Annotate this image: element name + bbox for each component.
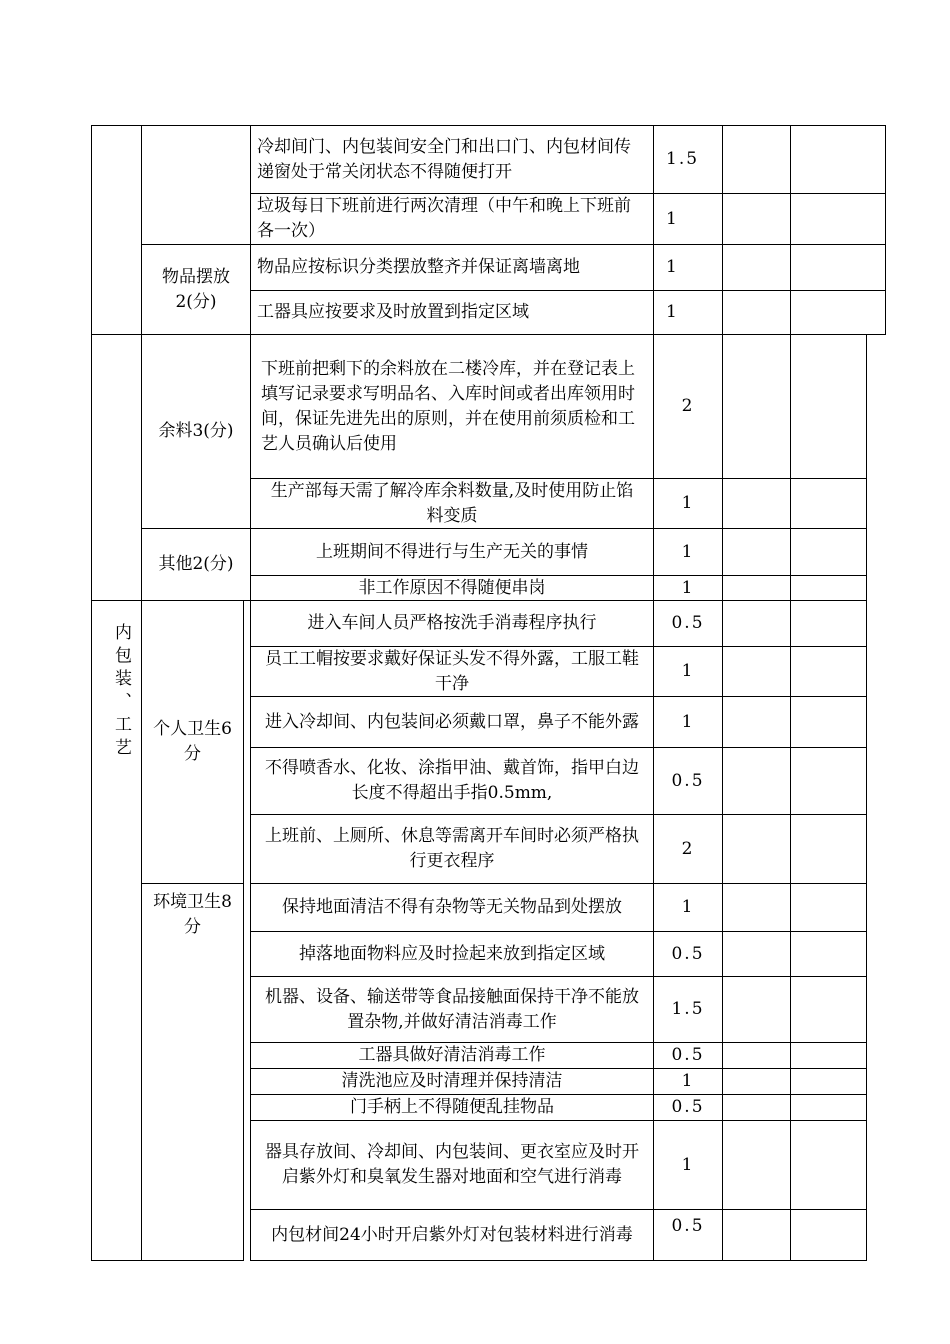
item-cell: 进入车间人员严格按洗手消毒程序执行	[250, 600, 654, 647]
blank-cell	[722, 883, 791, 932]
item-cell: 生产部每天需了解冷库余料数量,及时使用防止馅料变质	[250, 478, 654, 529]
item-cell: 上班期间不得进行与生产无关的事情	[250, 528, 654, 576]
blank-cell	[722, 814, 791, 884]
item-cell: 保持地面清洁不得有杂物等无关物品到处摆放	[250, 883, 654, 932]
blank-cell	[790, 1209, 867, 1261]
blank-cell	[722, 244, 791, 291]
score-cell: 1	[653, 528, 723, 576]
blank-cell	[790, 1120, 867, 1210]
blank-cell	[790, 814, 867, 884]
blank-cell	[722, 600, 791, 647]
score-cell: 1	[653, 290, 723, 335]
score-cell: 1	[653, 1068, 723, 1095]
blank-cell	[790, 931, 867, 977]
blank-cell	[790, 528, 867, 576]
blank-cell	[722, 478, 791, 529]
blank-cell	[790, 976, 867, 1043]
score-cell: 1	[653, 1120, 723, 1210]
blank-cell	[790, 334, 867, 479]
blank-cell	[722, 931, 791, 977]
blank-cell	[790, 290, 886, 335]
blank-cell	[722, 528, 791, 576]
item-cell: 清洗池应及时清理并保持清洁	[250, 1068, 654, 1095]
score-cell: 0.5	[653, 600, 723, 647]
item-cell: 不得喷香水、化妆、涂指甲油、戴首饰，指甲白边长度不得超出手指0.5mm,	[250, 747, 654, 815]
blank-cell	[722, 747, 791, 815]
blank-cell	[790, 125, 886, 194]
score-cell: 1.5	[653, 125, 723, 194]
score-cell: 0.5	[653, 1209, 723, 1261]
blank-cell	[790, 883, 867, 932]
blank-cell	[722, 1120, 791, 1210]
category-huanjing: 环境卫生8分	[141, 883, 244, 1261]
item-cell: 工器具做好清洁消毒工作	[250, 1042, 654, 1069]
item-cell: 门手柄上不得随便乱挂物品	[250, 1094, 654, 1121]
blank-cell	[790, 747, 867, 815]
area-cell-2	[91, 334, 142, 601]
blank-cell	[722, 646, 791, 697]
area-cell-1	[91, 125, 142, 335]
score-cell: 1	[653, 696, 723, 748]
item-cell: 员工工帽按要求戴好保证头发不得外露，工服工鞋干净	[250, 646, 654, 697]
blank-cell	[790, 193, 886, 245]
score-cell: 1	[653, 575, 723, 601]
blank-cell	[790, 478, 867, 529]
item-cell: 器具存放间、冷却间、内包装间、更衣室应及时开启紫外灯和臭氧发生器对地面和空气进行消毒	[250, 1120, 654, 1210]
item-cell: 物品应按标识分类摆放整齐并保证离墙离地	[250, 244, 654, 291]
item-cell: 掉落地面物料应及时捡起来放到指定区域	[250, 931, 654, 977]
score-cell: 1	[653, 478, 723, 529]
score-cell: 1	[653, 244, 723, 291]
item-cell: 垃圾每日下班前进行两次清理（中午和晚上下班前各一次）	[250, 193, 654, 245]
blank-cell	[722, 125, 791, 194]
score-cell: 1.5	[653, 976, 723, 1043]
category-yuliao: 余料3(分)	[141, 334, 251, 529]
blank-cell	[722, 696, 791, 748]
blank-cell	[722, 290, 791, 335]
blank-cell	[722, 1094, 791, 1121]
item-cell: 进入冷却间、内包装间必须戴口罩，鼻子不能外露	[250, 696, 654, 748]
score-cell: 0.5	[653, 1094, 723, 1121]
item-cell: 机器、设备、输送带等食品接触面保持干净不能放置杂物,并做好清洁消毒工作	[250, 976, 654, 1043]
item-cell: 冷却间门、内包装间安全门和出口门、内包材间传递窗处于常关闭状态不得随便打开	[250, 125, 654, 194]
score-cell: 0.5	[653, 1042, 723, 1069]
item-cell: 非工作原因不得随便串岗	[250, 575, 654, 601]
blank-cell	[790, 1068, 867, 1095]
category-geren: 个人卫生6分	[141, 600, 244, 884]
blank-cell	[722, 976, 791, 1043]
blank-cell	[722, 575, 791, 601]
blank-cell	[790, 600, 867, 647]
score-cell: 1	[653, 646, 723, 697]
category-qita: 其他2(分)	[141, 528, 251, 601]
blank-cell	[722, 1068, 791, 1095]
item-cell: 内包材间24小时开启紫外灯对包装材料进行消毒	[250, 1209, 654, 1261]
blank-cell	[722, 193, 791, 245]
blank-cell	[790, 646, 867, 697]
blank-cell	[790, 1042, 867, 1069]
category-wupin: 物品摆放2(分)	[141, 244, 251, 335]
score-cell: 0.5	[653, 747, 723, 815]
score-cell: 0.5	[653, 931, 723, 977]
blank-cell	[722, 334, 791, 479]
blank-cell	[790, 696, 867, 748]
area-neibaozhuang: 内包装、工艺	[91, 600, 142, 1261]
category-cell-blank	[141, 125, 251, 245]
score-cell: 1	[653, 883, 723, 932]
score-cell: 2	[653, 334, 723, 479]
blank-cell	[722, 1209, 791, 1261]
score-cell: 1	[653, 193, 723, 245]
blank-cell	[790, 1094, 867, 1121]
item-cell: 上班前、上厕所、休息等需离开车间时必须严格执行更衣程序	[250, 814, 654, 884]
blank-cell	[790, 575, 867, 601]
blank-cell	[790, 244, 886, 291]
score-cell: 2	[653, 814, 723, 884]
item-cell: 工器具应按要求及时放置到指定区域	[250, 290, 654, 335]
blank-cell	[722, 1042, 791, 1069]
item-cell: 下班前把剩下的余料放在二楼冷库，并在登记表上填写记录要求写明品名、入库时间或者出库领用时间，保证先进先出的原则，并在使用前须质检和工艺人员确认后使用	[250, 334, 654, 479]
